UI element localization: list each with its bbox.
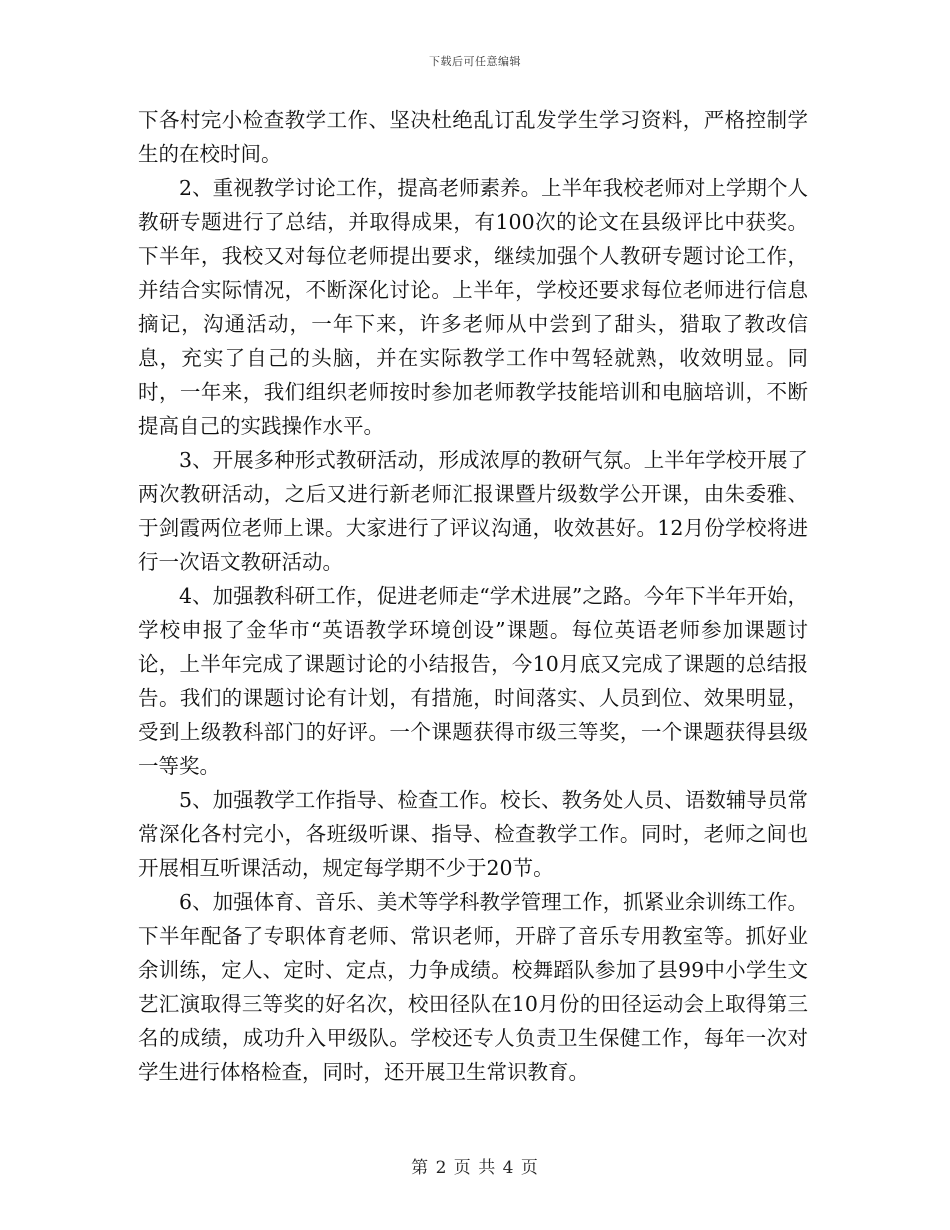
paragraph-item-6: 6、加强体育、音乐、美术等学科教学管理工作，抓紧业余训练工作。下半年配备了专职体育老师、常识老师，开辟了音乐专用教室等。抓好业余训练，定人、定时、定点，力争成绩。校舞蹈队参加了县99中小学生文艺汇演取得三等奖的好名次，校田径队在10月份的田径运动会上取得第三名的成绩，成功升入甲级队。学校还专人负责卫生保健工作，每年一次对学生进行体格检查，同时，还开展卫生常识教育。: [138, 890, 808, 1084]
paragraph-item-2: 2、重视教学讨论工作，提高老师素养。上半年我校老师对上学期个人教研专题进行了总结，并取得成果，有100次的论文在县级评比中获奖。下半年，我校又对每位老师提出要求，继续加强个人教研专题讨论工作，并结合实际情况，不断深化讨论。上半年，学校还要求每位老师进行信息摘记，沟通活动，一年下来，许多老师从中尝到了甜头，猎取了教改信息，充实了自己的头脑，并在实际教学工作中驾轻就熟，收效明显。同时，一年来，我们组织老师按时参加老师教学技能培训和电脑培训，不断提高自己的实践操作水平。: [138, 176, 808, 438]
page-header-note: 下载后可任意编辑: [429, 55, 521, 68]
paragraph-item-4: 4、加强教科研工作，促进老师走“学术进展”之路。今年下半年开始，学校申报了金华市“英语教学环境创设”课题。每位英语老师参加课题讨论，上半年完成了课题讨论的小结报告，今10月底又完成了课题的总结报告。我们的课题讨论有计划，有措施，时间落实、人员到位、效果明显，受到上级教科部门的好评。一个课题获得市级三等奖，一个课题获得县级一等奖。: [138, 584, 808, 778]
document-body: [138, 103, 808, 1089]
page-number: 第 2 页 共 4 页: [411, 1158, 539, 1178]
paragraph-continuation: 下各村完小检查教学工作、坚决杜绝乱订乱发学生学习资料，严格控制学生的在校时间。: [138, 108, 808, 166]
paragraph-item-3: 3、开展多种形式教研活动，形成浓厚的教研气氛。上半年学校开展了两次教研活动，之后又进行新老师汇报课暨片级数学公开课，由朱委雅、于剑霞两位老师上课。大家进行了评议沟通，收效甚好。12月份学校将进行一次语文教研活动。: [138, 448, 808, 574]
paragraph-item-5: 5、加强教学工作指导、检查工作。校长、教务处人员、语数辅导员常常深化各村完小，各班级听课、指导、检查教学工作。同时，老师之间也开展相互听课活动，规定每学期不少于20节。: [138, 788, 808, 880]
